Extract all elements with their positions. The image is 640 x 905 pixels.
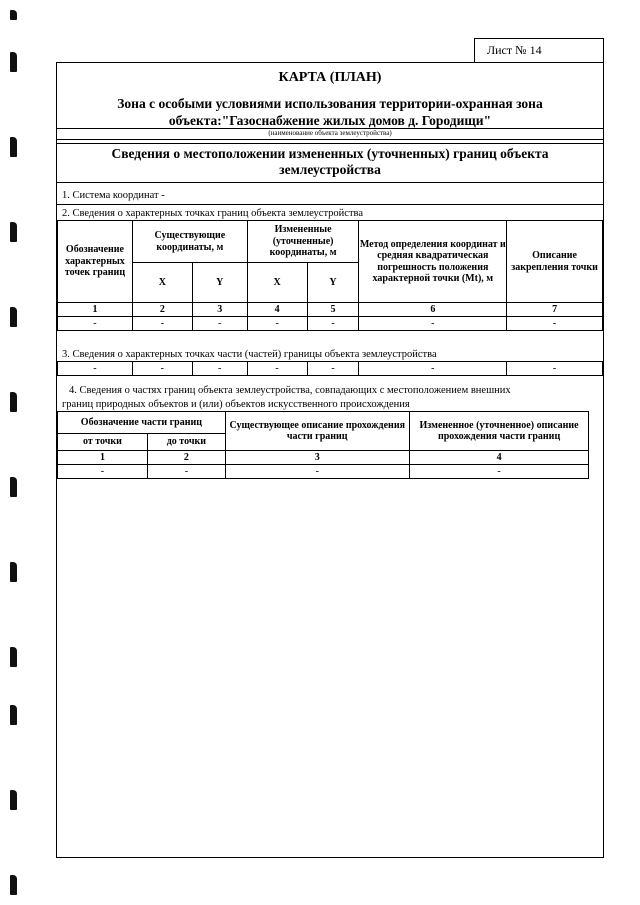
table-number-row <box>58 451 604 465</box>
table-cell: 5 <box>307 303 359 317</box>
table-number-row <box>58 303 603 317</box>
section-1-coordinate-system: 1. Система координат - <box>62 190 165 201</box>
document-title: КАРТА (ПЛАН) <box>278 70 382 85</box>
table-cell: - <box>307 362 359 376</box>
section-3-heading: 3. Сведения о характерных точках части (частей) границы объекта землеустройства <box>62 349 437 360</box>
divider <box>57 143 603 144</box>
section-4-heading-line1: 4. Сведения о частях границ объекта землеустройства, совпадающих с местоположением внешних <box>69 385 511 396</box>
document-frame <box>56 62 604 858</box>
binding-hole <box>10 705 17 725</box>
table-cell: - <box>225 465 409 479</box>
table-cell: 6 <box>359 303 507 317</box>
binding-hole <box>10 222 17 242</box>
table-row <box>58 317 603 331</box>
col-header-description: Описание закрепления точки <box>507 221 603 303</box>
table-cell: - <box>147 465 225 479</box>
binding-holes <box>10 0 24 905</box>
col-header-part: Обозначение части границ <box>58 412 226 434</box>
table-cell: - <box>359 317 507 331</box>
binding-hole <box>10 137 17 157</box>
table-row <box>58 362 603 376</box>
col-header-existing-description: Существующее описание прохождения части границ <box>225 412 409 451</box>
col-header-method: Метод определения координат и средняя квадратическая погрешность положения характерной точки (Mt), м <box>359 221 507 303</box>
table-cell: - <box>192 362 247 376</box>
table-cell: - <box>507 362 603 376</box>
table-cell: 4 <box>409 451 589 465</box>
col-header-existing-coords: Существующие координаты, м <box>132 221 247 263</box>
col-header-designation: Обозначение характерных точек границ <box>58 221 133 303</box>
table-cell: - <box>192 317 247 331</box>
col-header-changed-description: Измененное (уточненное) описание прохождения части границ <box>409 412 589 451</box>
binding-hole <box>10 392 17 412</box>
sheet-number: Лист № 14 <box>487 43 542 57</box>
col-header-to-point: до точки <box>147 434 225 451</box>
col-header-y2: Y <box>307 263 359 303</box>
binding-hole <box>10 307 17 327</box>
binding-hole <box>10 875 17 895</box>
table-cell: - <box>58 362 133 376</box>
table-cell: 4 <box>247 303 307 317</box>
zone-title-line2: объекта:"Газоснабжение жилых домов д. Городищи" <box>168 113 492 128</box>
table-cell: 3 <box>192 303 247 317</box>
divider <box>57 182 603 183</box>
table-cell: 1 <box>58 303 133 317</box>
binding-hole <box>10 10 17 20</box>
table-cell: - <box>409 465 589 479</box>
binding-hole <box>10 647 17 667</box>
table-cell: 7 <box>507 303 603 317</box>
boundary-points-table <box>57 220 603 331</box>
binding-hole <box>10 790 17 810</box>
col-header-x2: X <box>247 263 307 303</box>
col-header-y: Y <box>192 263 247 303</box>
natural-objects-table <box>57 411 603 479</box>
divider <box>57 139 603 140</box>
table-cell: 1 <box>58 451 148 465</box>
col-header-from-point: от точки <box>58 434 148 451</box>
binding-hole <box>10 52 17 72</box>
table-cell: - <box>247 362 307 376</box>
object-caption: (наименование объекта землеустройства) <box>268 129 392 137</box>
table-margin <box>589 412 603 479</box>
divider <box>57 204 603 205</box>
info-heading-line2: землеустройства <box>279 162 381 177</box>
table-cell: - <box>58 465 148 479</box>
table-cell: - <box>359 362 507 376</box>
sheet-number-box <box>474 38 604 63</box>
table-cell: 3 <box>225 451 409 465</box>
col-header-changed-coords: Измененные (уточненные) координаты, м <box>247 221 359 263</box>
table-cell: - <box>247 317 307 331</box>
zone-title-line1: Зона с особыми условиями использования территории-охранная зона <box>117 96 543 111</box>
section-2-heading: 2. Сведения о характерных точках границ объекта землеустройства <box>62 208 364 219</box>
table-cell: 2 <box>147 451 225 465</box>
info-heading-line1: Сведения о местоположении измененных (уточненных) границ объекта <box>111 146 549 161</box>
table-cell: - <box>307 317 359 331</box>
table-cell: 2 <box>132 303 192 317</box>
col-header-x: X <box>132 263 192 303</box>
table-cell: - <box>507 317 603 331</box>
binding-hole <box>10 477 17 497</box>
section-4-heading-line2: границ природных объектов и (или) объектов искусственного происхождения <box>62 399 410 410</box>
table-cell: - <box>132 362 192 376</box>
table-cell: - <box>58 317 133 331</box>
table-row <box>58 465 604 479</box>
part-points-table <box>57 361 603 376</box>
binding-hole <box>10 562 17 582</box>
table-cell: - <box>132 317 192 331</box>
